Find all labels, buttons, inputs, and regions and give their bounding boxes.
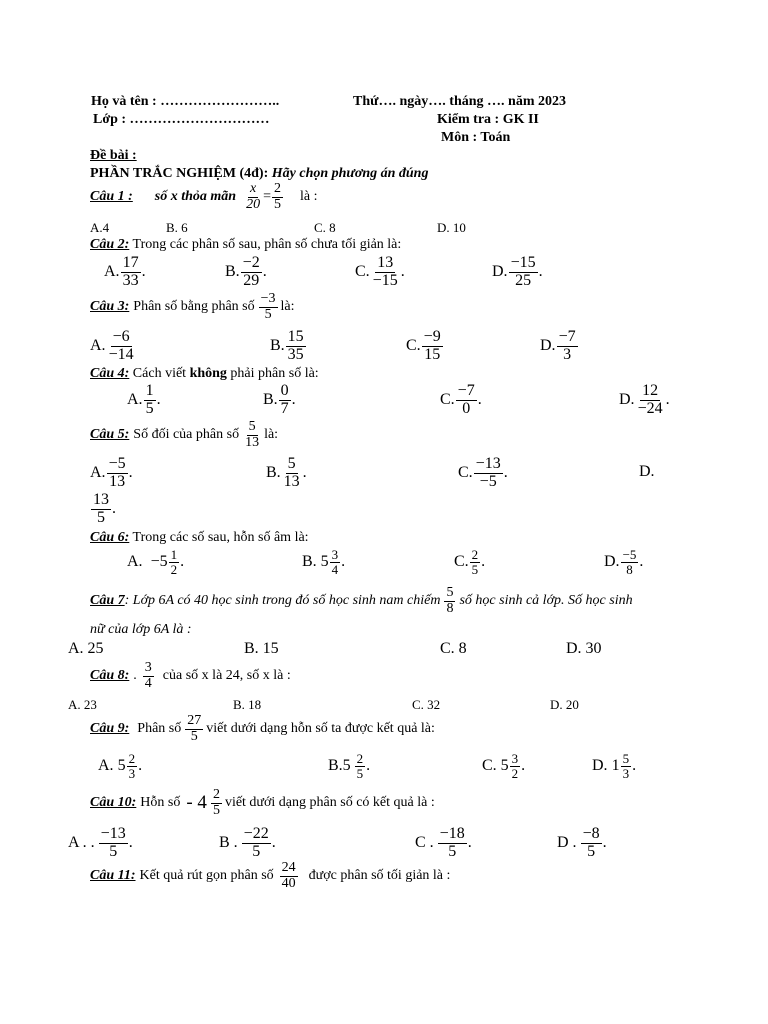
question-4 [90, 366, 319, 382]
q5-option-b: B. $\frac{5}{13}$ . [266, 455, 307, 490]
q6-option-c: C. $\frac{2}{5}$ . [454, 547, 486, 577]
question-suffix: là: [264, 427, 279, 443]
question-label: Câu 9: [90, 721, 130, 737]
q5-option-d-value: $\frac{13}{5}$ . [93, 491, 116, 526]
question-label: Câu 8: [90, 668, 130, 684]
question-text: Trong các phân số sau, phân số chưa tối giản là: [132, 237, 402, 252]
question-label: Câu 1 : [90, 189, 133, 205]
class-line: Lớp : ………………………… [93, 112, 270, 127]
fraction: $\frac{x}{20}$ [246, 181, 261, 212]
question-5 [90, 420, 278, 450]
question-label: Câu 3: [90, 299, 130, 315]
question-10 [90, 788, 435, 818]
q4-option-b: B. $\frac{0}{7}$ . [263, 382, 296, 417]
q10-option-b: B . $\frac{-22}{5}$ . [219, 825, 276, 860]
fraction: $\frac{3}{4}$ [144, 660, 152, 691]
question-suffix: được phân số tối giản là : [308, 868, 451, 884]
question-11 [90, 861, 450, 891]
q8-option-d: D. 20 [550, 697, 579, 712]
section-heading [90, 166, 428, 182]
q1-option-c: C. 8 [314, 220, 336, 235]
fraction: $\frac{-3}{5}$ [260, 291, 276, 322]
fraction: $\frac{2}{5}$ [274, 181, 282, 212]
question-2 [90, 237, 401, 253]
question-suffix: viết dưới dạng phân số có kết quả là : [224, 795, 435, 811]
q1-option-b: B. 6 [166, 220, 188, 235]
q6-option-d: D. $\frac{-5}{8}$ . [604, 547, 644, 577]
q1-option-a: A.4 [90, 220, 110, 235]
question-3 [90, 292, 295, 322]
q7-option-b: B. 15 [244, 640, 279, 657]
question-prefix: . [133, 668, 137, 684]
question-7 [90, 586, 633, 616]
question-label: Câu 2: [90, 237, 130, 252]
subject-line: Môn : Toán [441, 130, 511, 145]
question-9 [90, 714, 435, 744]
question-suffix: là : [300, 189, 318, 205]
question-label: Câu 7 [90, 593, 125, 609]
q7-option-c: C. 8 [440, 640, 467, 657]
q2-option-b: B. $\frac{-2}{29}$ . [225, 254, 267, 289]
question-text: số x thỏa mãn [154, 189, 237, 205]
q7-option-d: D. 30 [566, 640, 602, 657]
q2-option-d: D. $\frac{-15}{25}$ . [492, 254, 543, 289]
question-text: Trong các số sau, hỗn số âm là: [132, 530, 309, 545]
question-text: của số x là 24, số x là : [162, 668, 291, 684]
question-1 [90, 182, 318, 212]
section-title: PHẦN TRẮC NGHIỆM (4đ): [90, 166, 269, 181]
q4-option-c: C. $\frac{-7}{0}$ . [440, 382, 482, 417]
q8-option-a: A. 23 [68, 697, 97, 712]
question-label: Câu 5: [90, 427, 130, 443]
question-suffix: là: [280, 299, 295, 315]
q2-option-a: A. $\frac{17}{33}$ . [104, 254, 146, 289]
question-text: số học sinh cả lớp. Số học sinh [459, 593, 633, 609]
q10-option-d: D . $\frac{-8}{5}$ . [557, 825, 607, 860]
q8-option-c: C. 32 [412, 697, 441, 712]
question-text: Số đối của phân số [133, 427, 240, 443]
date-line: Thứ…. ngày…. tháng …. năm 2023 [353, 94, 566, 109]
q4-option-d: D. $\frac{12}{-24}$ . [619, 382, 670, 417]
question-suffix: viết dưới dạng hỗn số ta được kết quả là: [206, 721, 435, 737]
de-bai-heading: Đề bài : [90, 148, 137, 163]
q1-option-d: D. 10 [437, 220, 466, 235]
student-name-line: Họ và tên : …………………….. [91, 94, 280, 109]
question-8 [90, 661, 291, 691]
q9-option-b: B.5 $\frac{2}{5}$ . [328, 751, 371, 781]
question-label: Câu 10: [90, 795, 137, 811]
equals-sign: = [263, 189, 272, 205]
q9-option-d: D. 1 $\frac{5}{3}$ . [592, 751, 637, 781]
q9-option-c: C. 5 $\frac{3}{2}$ . [482, 751, 526, 781]
q10-option-a: A . . $\frac{-13}{5}$ . [68, 825, 133, 860]
q7-option-a: A. 25 [68, 640, 104, 657]
question-label: Câu 6: [90, 530, 130, 545]
question-text: phải phân số là: [230, 366, 319, 381]
q8-option-b: B. 18 [233, 697, 262, 712]
test-line: Kiểm tra : GK II [437, 112, 539, 127]
q3-option-d: D. $\frac{-7}{3}$ [540, 328, 576, 363]
q10-option-c: C . $\frac{-18}{5}$ . [415, 825, 472, 860]
fraction: $\frac{24}{40}$ [281, 860, 296, 891]
question-text: : Lớp 6A có 40 học sinh trong đó số học sinh nam chiếm [124, 593, 441, 609]
q2-option-c: C. $\frac{13}{-15}$ . [355, 254, 405, 289]
q6-option-a: A. −5 $\frac{1}{2}$ . [127, 547, 185, 577]
question-text: Cách viết [132, 366, 187, 381]
q5-option-c: C. $\frac{-13}{-5}$ . [458, 455, 508, 490]
q5-option-d-letter: D. [639, 463, 655, 480]
section-instruction: Hãy chọn phương án đúng [271, 166, 429, 181]
question-text: Phân số [137, 721, 182, 737]
fraction: $\frac{5}{8}$ [446, 585, 454, 616]
question-text-bold: không [189, 366, 227, 381]
fraction: $\frac{5}{13}$ [245, 419, 260, 450]
q4-option-a: A. $\frac{1}{5}$ . [127, 382, 161, 417]
question-label: Câu 11: [90, 868, 136, 884]
question-text: Hỗn số [140, 795, 181, 811]
q9-option-a: A. 5 $\frac{2}{3}$ . [98, 751, 143, 781]
question-text: Phân số bằng phân số [133, 299, 255, 315]
question-label: Câu 4: [90, 366, 130, 381]
q5-option-a: A. $\frac{-5}{13}$ . [90, 455, 133, 490]
q6-option-b: B. 5 $\frac{3}{4}$ . [302, 547, 346, 577]
question-text: Kết quả rút gọn phân số [139, 868, 274, 884]
mixed-number-whole: - 4 [186, 792, 207, 814]
q3-option-b: B. $\frac{15}{35}$ [270, 328, 304, 363]
fraction: $\frac{2}{5}$ [212, 787, 220, 818]
q3-option-a: A. $\frac{-6}{-14}$ [90, 328, 134, 363]
question-6 [90, 530, 309, 546]
q3-option-c: C. $\frac{-9}{15}$ [406, 328, 441, 363]
fraction: $\frac{27}{5}$ [187, 713, 202, 744]
question-7-continuation: nữ của lớp 6A là : [90, 622, 192, 637]
